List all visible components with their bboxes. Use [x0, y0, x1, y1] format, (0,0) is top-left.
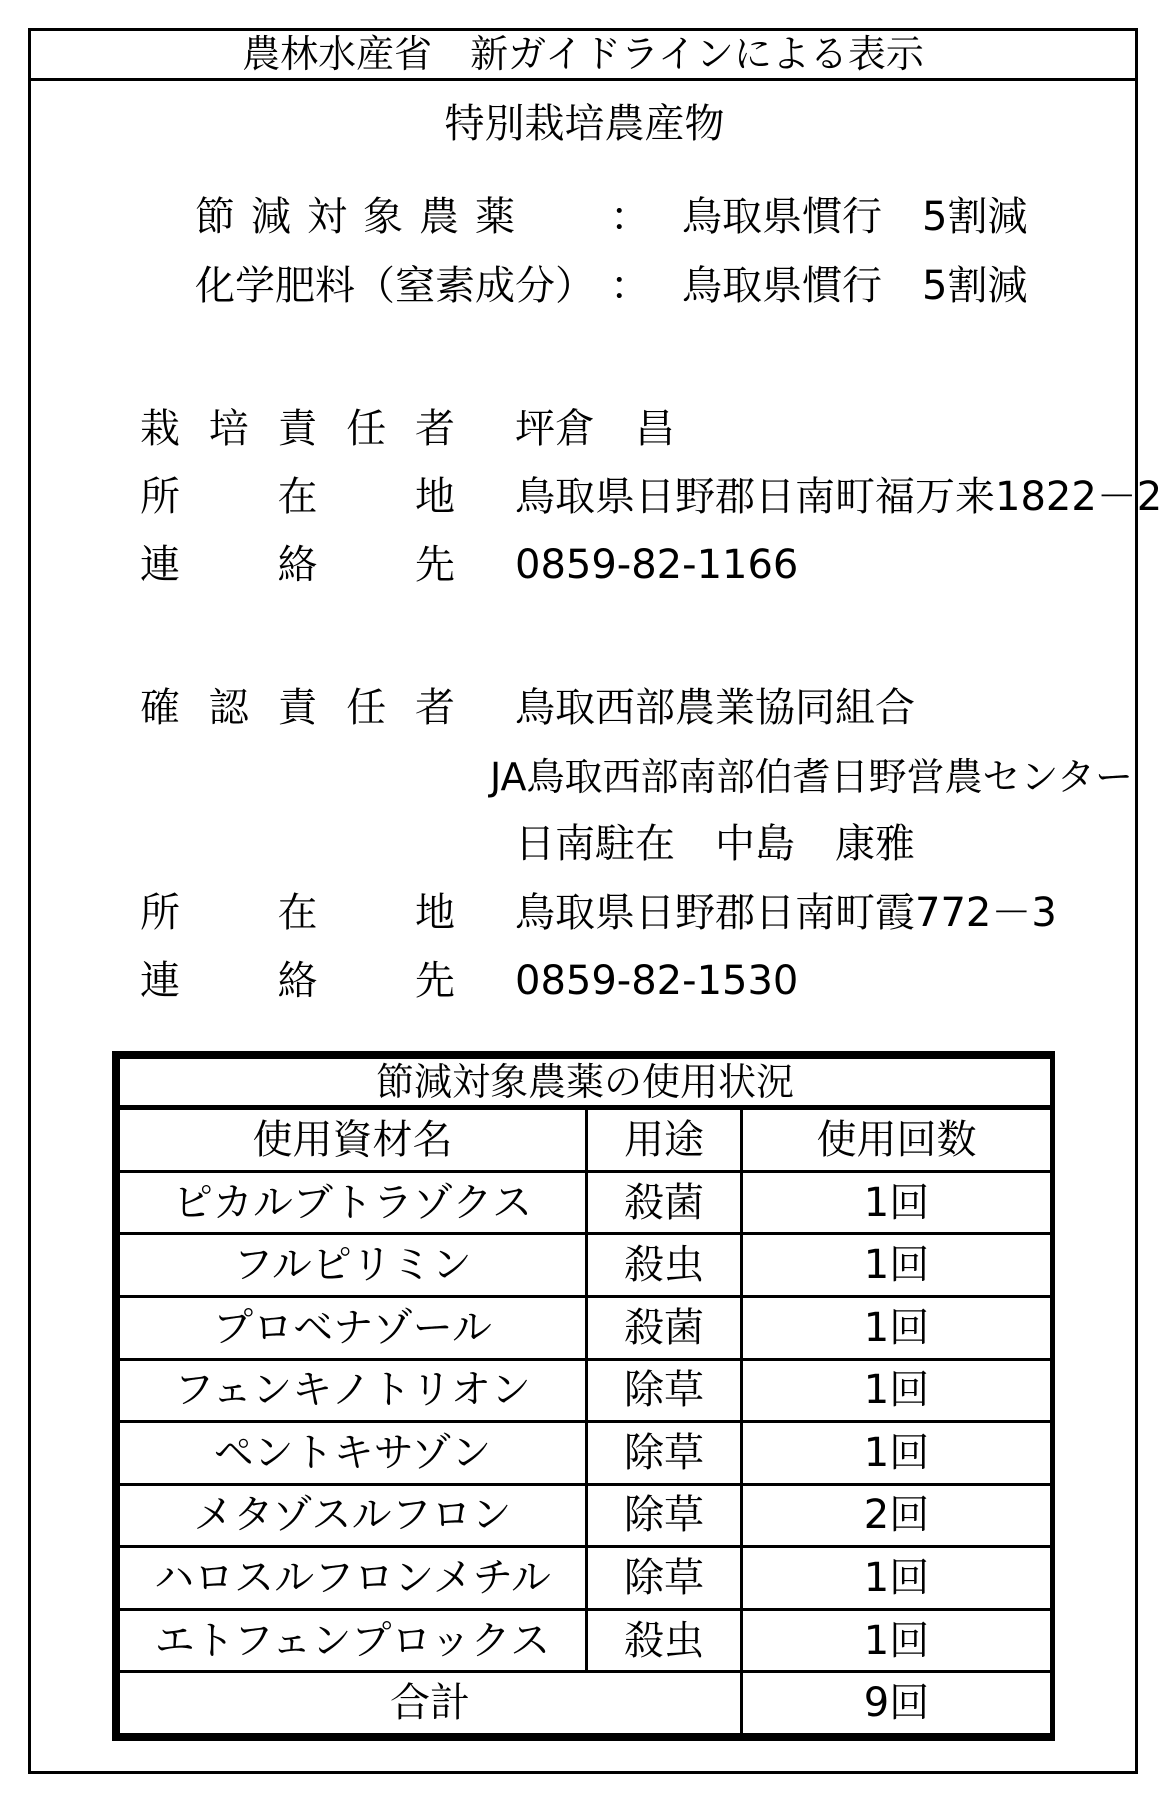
- confirmer-role-label: [140, 684, 455, 732]
- confirmer-address-label: [140, 889, 455, 937]
- table-row: [119, 1422, 1052, 1485]
- grower-contact-label: [140, 541, 455, 589]
- use-count: 1回: [742, 1171, 1052, 1234]
- grower-name: 坪倉 昌: [515, 406, 675, 452]
- char: 絡: [277, 542, 318, 588]
- char: 者: [415, 406, 455, 452]
- col-header-count: 使用回数: [742, 1108, 1052, 1172]
- col-header-material: 使用資材名: [119, 1108, 587, 1172]
- char: 栽: [140, 406, 180, 452]
- purpose: 除草: [587, 1484, 742, 1547]
- table-total-row: [119, 1672, 1052, 1735]
- char: 培: [208, 406, 249, 452]
- material-name: ピカルブトラゾクス: [119, 1171, 587, 1234]
- purpose: 除草: [587, 1547, 742, 1610]
- use-count: 2回: [742, 1484, 1052, 1547]
- table-row: [119, 1234, 1052, 1297]
- char: 責: [277, 406, 318, 452]
- char: 先: [415, 542, 455, 588]
- purpose: 除草: [587, 1422, 742, 1485]
- char: 地: [415, 474, 455, 520]
- usage-table: [112, 1051, 1055, 1741]
- use-count: 1回: [742, 1547, 1052, 1610]
- char: 対: [307, 194, 347, 240]
- total-label: 合計: [119, 1672, 742, 1735]
- table-caption: 節減対象農薬の使用状況: [119, 1058, 1052, 1108]
- confirmer-phone: 0859-82-1530: [515, 958, 799, 1004]
- material-name: プロベナゾール: [119, 1297, 587, 1360]
- char: 連: [140, 542, 180, 588]
- purpose: 除草: [587, 1359, 742, 1422]
- table-row: [119, 1297, 1052, 1360]
- table-header-row: [119, 1108, 1052, 1172]
- char: 節: [195, 194, 235, 240]
- use-count: 1回: [742, 1234, 1052, 1297]
- grower-address-label: [140, 473, 455, 521]
- reduction-sep-fertilizer: ：: [610, 263, 650, 309]
- purpose: 殺菌: [587, 1297, 742, 1360]
- char: 所: [140, 474, 180, 520]
- use-count: 1回: [742, 1422, 1052, 1485]
- char: 先: [415, 958, 455, 1004]
- material-name: ペントキサゾン: [119, 1422, 587, 1485]
- char: 任: [346, 406, 387, 452]
- grower-phone: 0859-82-1166: [515, 542, 799, 588]
- use-count: 1回: [742, 1609, 1052, 1672]
- char: 象: [363, 194, 403, 240]
- use-count: 1回: [742, 1359, 1052, 1422]
- table-row: [119, 1547, 1052, 1610]
- char: 絡: [277, 958, 318, 1004]
- purpose: 殺虫: [587, 1234, 742, 1297]
- purpose: 殺菌: [587, 1171, 742, 1234]
- char: 連: [140, 958, 180, 1004]
- char: 確: [140, 685, 180, 731]
- material-name: エトフェンプロックス: [119, 1609, 587, 1672]
- table-row: [119, 1359, 1052, 1422]
- purpose: 殺虫: [587, 1609, 742, 1672]
- reduction-label-fertilizer: 化学肥料（窒素成分）: [195, 263, 595, 309]
- char: 減: [251, 194, 291, 240]
- confirmer-contact-label: [140, 957, 455, 1005]
- char: 責: [277, 685, 318, 731]
- table-row: [119, 1171, 1052, 1234]
- reduction-sep-pesticide: ：: [610, 194, 650, 240]
- char: 在: [277, 474, 318, 520]
- char: 農: [419, 194, 459, 240]
- use-count: 1回: [742, 1297, 1052, 1360]
- char: 認: [208, 685, 249, 731]
- confirmer-person: 日南駐在 中島 康雅: [515, 821, 915, 867]
- total-value: 9回: [742, 1672, 1052, 1735]
- material-name: ハロスルフロンメチル: [119, 1547, 587, 1610]
- col-header-purpose: 用途: [587, 1108, 742, 1172]
- char: 任: [346, 685, 387, 731]
- confirmer-org: 鳥取西部農業協同組合: [515, 685, 915, 731]
- grower-address: 鳥取県日野郡日南町福万来1822－2: [515, 474, 1163, 520]
- char: 所: [140, 890, 180, 936]
- reduction-value-fertilizer: 鳥取県慣行 5割減: [682, 263, 1028, 309]
- char: 薬: [475, 194, 515, 240]
- reduction-value-pesticide: 鳥取県慣行 5割減: [682, 194, 1028, 240]
- char: 在: [277, 890, 318, 936]
- reduction-label-pesticide: [195, 193, 515, 241]
- confirmer-address: 鳥取県日野郡日南町霞772－3: [515, 890, 1057, 936]
- char: 者: [415, 685, 455, 731]
- char: 地: [415, 890, 455, 936]
- grower-role-label: [140, 405, 455, 453]
- material-name: フェンキノトリオン: [119, 1359, 587, 1422]
- header-title: 農林水産省 新ガイドラインによる表示: [31, 31, 1135, 81]
- subtitle: 特別栽培農産物: [444, 101, 725, 147]
- material-name: メタゾスルフロン: [119, 1484, 587, 1547]
- confirmer-branch: JA鳥取西部南部伯耆日野営農センター: [490, 755, 1134, 799]
- table-row: [119, 1609, 1052, 1672]
- table-row: [119, 1484, 1052, 1547]
- material-name: フルピリミン: [119, 1234, 587, 1297]
